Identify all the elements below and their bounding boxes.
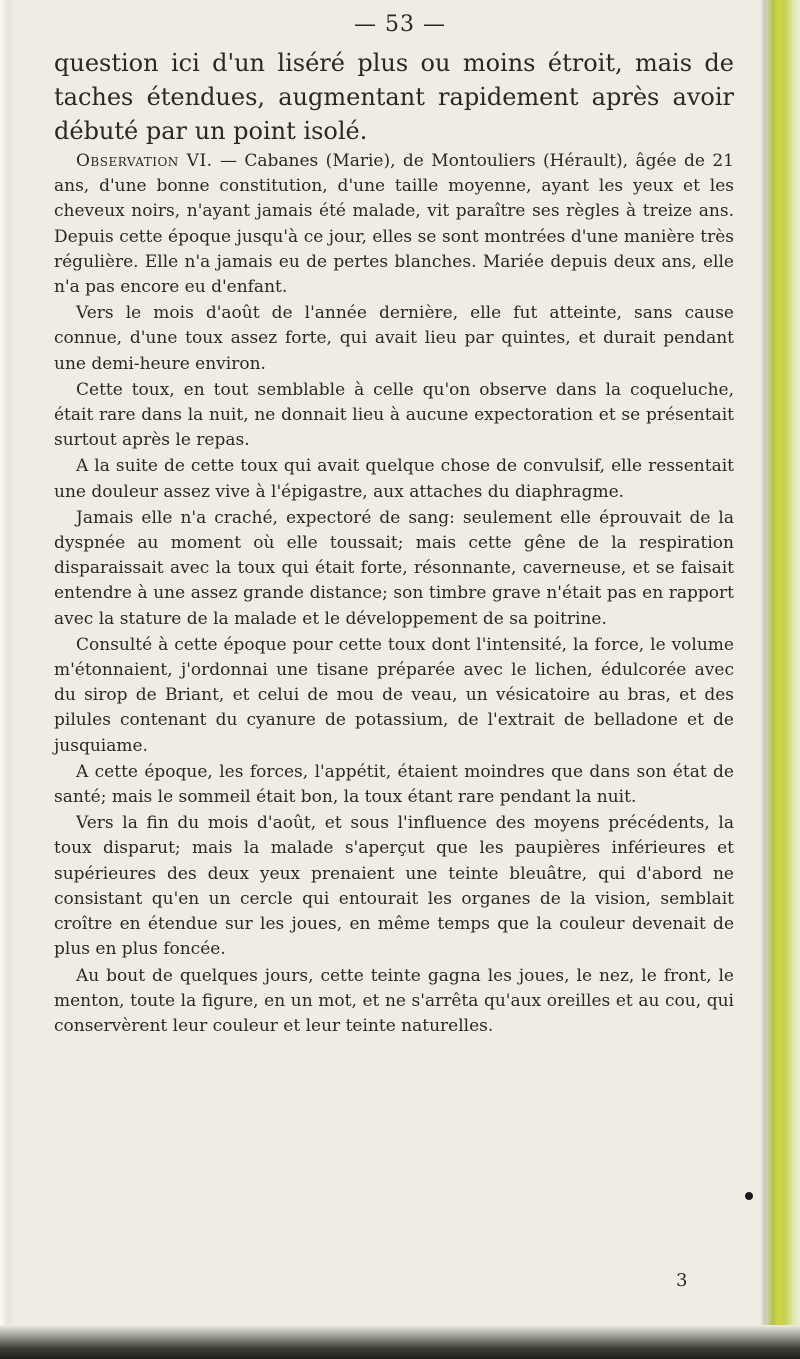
observation-text: — Cabanes (Marie), de Montouliers (Hérault), âgée de 21 ans, d'une bonne constitution, d'une taille moyenne, ayant les yeux et les cheveux noirs, n'ayant jamais été malade, vit paraître ses règles à treize ans. Depuis cette époque jusqu'à ce jour, elles se sont montrées d'une manière très régulière. Elle n'a jamais eu de pertes blanches. Mariée depuis deux ans, elle n'a pas encore eu d'enfant.: [54, 151, 734, 298]
page-body: [54, 46, 734, 1039]
paragraph: Au bout de quelques jours, cette teinte gagna les joues, le nez, le front, le menton, toute la figure, en un mot, et ne s'arrêta qu'aux oreilles et au cou, qui conservèrent leur couleur et leur teinte naturelles.: [54, 965, 734, 1036]
page-number: — 53 —: [354, 12, 446, 37]
paragraph: A cette époque, les forces, l'appétit, étaient moindres que dans son état de santé; mais le sommeil était bon, la toux étant rare pendant la nuit.: [54, 761, 734, 808]
paragraph: Jamais elle n'a craché, expectoré de sang: seulement elle éprouvait de la dyspnée au moment où elle toussait; mais cette gêne de la respiration disparaissait avec la toux qui était forte, résonnante, caverneuse, et se faisait entendre à une assez grande distance; son timbre grave n'était pas en rapport avec la stature de la malade et le développement de sa poitrine.: [54, 507, 734, 629]
paragraph: A la suite de cette toux qui avait quelque chose de convulsif, elle ressentait une douleur assez vive à l'épigastre, aux attaches du diaphragme.: [54, 456, 734, 502]
observation-label: Observation VI.: [76, 151, 213, 171]
intro-paragraph: question ici d'un liséré plus ou moins étroit, mais de taches étendues, augmentant rapidement après avoir débuté par un point isolé.: [54, 49, 734, 145]
paragraph: Vers la fin du mois d'août, et sous l'influence des moyens précédents, la toux disparut; mais la malade s'aperçut que les paupières inférieures et supérieures des deux yeux prenaient une teinte bleuâtre, qui d'abord ne consistant qu'en un cercle qui entourait les organes de la vision, semblait croître en étendue sur les joues, en même temps que la couleur devenait de plus en plus foncée.: [54, 813, 734, 960]
ink-dot: [745, 1192, 753, 1200]
paragraph: Cette toux, en tout semblable à celle qu'on observe dans la coqueluche, était rare dans la nuit, ne donnait lieu à aucune expectoration et se présentait surtout après le repas.: [54, 379, 734, 451]
page-right-edge: [766, 0, 800, 1359]
page-bottom-edge: [0, 1325, 800, 1359]
signature-mark: 3: [676, 1270, 688, 1291]
paragraph: Vers le mois d'août de l'année dernière, elle fut atteinte, sans cause connue, d'une toux assez forte, qui avait lieu par quintes, et durait pendant une demi-heure environ.: [54, 303, 734, 374]
observation-paragraph: [54, 149, 734, 300]
page-left-edge: [0, 0, 14, 1359]
paragraph: Consulté à cette époque pour cette toux dont l'intensité, la force, le volume m'étonnaient, j'ordonnai une tisane préparée avec le lichen, édulcorée avec du sirop de Briant, et celui de mou de veau, un vésicatoire au bras, et des pilules contenant du cyanure de potassium, de l'extrait de belladone et de jusquiame.: [54, 634, 734, 756]
